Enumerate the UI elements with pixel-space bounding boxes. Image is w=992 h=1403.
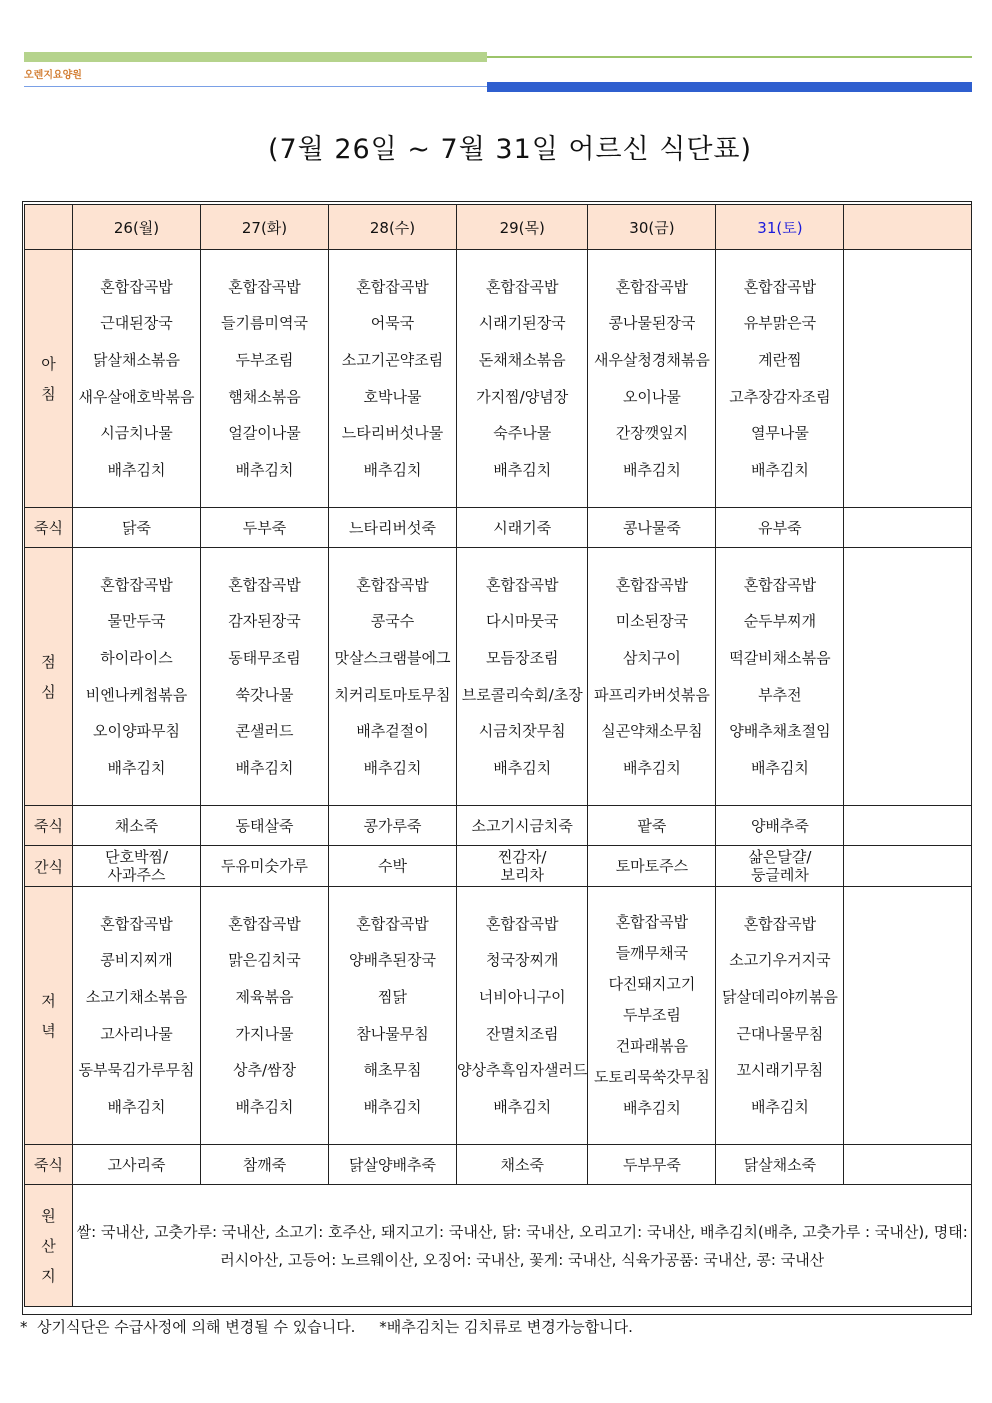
menu-item: 간장깻잎지 [615, 424, 689, 443]
snack-line: 삶은달걀/ [748, 848, 812, 866]
snack-line: 보리차 [500, 866, 544, 884]
menu-item: 얼갈이나물 [228, 424, 301, 443]
porridge-cell: 동태살죽 [201, 806, 329, 846]
menu-item: 혼합잡곡밥 [485, 277, 559, 296]
menu-item: 비엔나케첩볶음 [85, 685, 188, 704]
menu-item: 시금치나물 [100, 424, 173, 443]
menu-item: 혼합잡곡밥 [100, 914, 173, 933]
porridge-cell: 콩가루죽 [329, 806, 457, 846]
empty-cell [844, 887, 972, 1145]
breakfast-cell [457, 250, 588, 508]
dinner-cell [329, 887, 457, 1145]
menu-item: 맑은김치국 [228, 951, 301, 970]
snack-cell [716, 846, 844, 887]
menu-item: 닭살데리야끼볶음 [721, 987, 838, 1006]
menu-item: 혼합잡곡밥 [228, 914, 301, 933]
menu-item: 가지찜/양념장 [476, 387, 569, 406]
day-header-saturday: 31(토) [716, 205, 844, 250]
menu-item: 들깨무채국 [615, 944, 689, 962]
snack-line: 수박 [378, 857, 407, 875]
menu-item: 순두부찌개 [743, 612, 817, 631]
origin-row [25, 1185, 972, 1307]
menu-item: 계란찜 [758, 350, 802, 369]
dinner-cell [201, 887, 329, 1145]
menu-item: 배추김치 [750, 460, 809, 479]
porridge-label: 죽식 [25, 1145, 73, 1185]
menu-item: 근대나물무침 [736, 1024, 824, 1043]
day-header: 26(월) [73, 205, 201, 250]
porridge-cell: 콩나물죽 [588, 508, 716, 548]
menu-item: 실곤약채소무침 [601, 722, 703, 741]
snack-line: 찐감자/ [497, 848, 547, 866]
porridge-cell: 채소죽 [457, 1145, 588, 1185]
menu-item: 오이양파무침 [93, 722, 180, 741]
menu-item: 배추김치 [107, 1097, 166, 1116]
lunch-porridge-row [25, 806, 972, 846]
snack-line: 두유미숫가루 [221, 857, 308, 875]
breakfast-cell [716, 250, 844, 508]
snack-cell [457, 846, 588, 887]
menu-item: 햄채소볶음 [228, 387, 301, 406]
menu-item: 배추김치 [493, 1097, 552, 1116]
menu-item: 시금치잣무침 [478, 722, 566, 741]
menu-item: 감자된장국 [228, 612, 301, 631]
dinner-label [25, 887, 73, 1145]
porridge-label: 죽식 [25, 508, 73, 548]
menu-item: 혼합잡곡밥 [228, 277, 301, 296]
menu-item: 모듬장조림 [485, 648, 559, 667]
snack-cell [329, 846, 457, 887]
label-char: 아 [41, 354, 56, 373]
menu-item: 혼합잡곡밥 [100, 277, 173, 296]
corner-cell [25, 205, 73, 250]
header-blue-bar [487, 82, 972, 92]
snack-line: 토마토주스 [615, 857, 689, 875]
menu-item: 고사리나물 [100, 1024, 173, 1043]
menu-item: 청국장찌개 [485, 951, 559, 970]
dinner-cell [588, 887, 716, 1145]
lunch-cell [588, 548, 716, 806]
breakfast-cell [73, 250, 201, 508]
lunch-cell [73, 548, 201, 806]
lunch-cell [329, 548, 457, 806]
menu-item: 혼합잡곡밥 [356, 575, 429, 594]
porridge-cell: 닭살양배추죽 [329, 1145, 457, 1185]
menu-item: 혼합잡곡밥 [743, 277, 817, 296]
header-green-bar [24, 52, 487, 62]
menu-item: 소고기곤약조림 [341, 350, 444, 369]
dinner-cell [716, 887, 844, 1145]
menu-item: 숙주나물 [493, 424, 552, 443]
empty-cell [844, 1145, 972, 1185]
menu-item: 삼치구이 [622, 648, 681, 667]
meal-table [24, 204, 972, 1307]
snack-cell [588, 846, 716, 887]
menu-item: 하이라이스 [100, 648, 173, 667]
empty-cell [844, 508, 972, 548]
dinner-porridge-row [25, 1145, 972, 1185]
day-header-row [25, 205, 972, 250]
footnote: * 상기식단은 수급사정에 의해 변경될 수 있습니다. *배추김치는 김치류로 변경가능합니다. [20, 1318, 633, 1336]
menu-item: 배추겉절이 [356, 722, 429, 741]
menu-item: 잔멸치조림 [485, 1024, 559, 1043]
label-char: 지 [41, 1266, 56, 1285]
menu-item: 배추김치 [363, 1097, 422, 1116]
menu-item: 해초무침 [363, 1061, 422, 1080]
label-char: 점 [41, 652, 56, 671]
menu-item: 배추김치 [622, 460, 681, 479]
menu-item: 새우살애호박볶음 [78, 387, 195, 406]
empty-header [844, 205, 972, 250]
breakfast-cell [329, 250, 457, 508]
dinner-row [25, 887, 972, 1145]
empty-cell [844, 806, 972, 846]
menu-item: 새우살청경채볶음 [593, 350, 710, 369]
origin-text: 쌀: 국내산, 고춧가루: 국내산, 소고기: 호주산, 돼지고기: 국내산, 닭: 국내산, 오리고기: 국내산, 배추김치(배추, 고춧가루 : 국내산), 명태: 러시아산, 고등어: 노르웨이산, 오징어: 국내산, 꽃게: 국내산, 식육가공품: 국내산, 콩: 국내산 [73, 1185, 972, 1307]
menu-item: 건파래볶음 [615, 1037, 689, 1055]
menu-item: 배추김치 [235, 1097, 294, 1116]
porridge-cell: 두부죽 [201, 508, 329, 548]
menu-item: 유부맑은국 [743, 314, 817, 333]
page-title: (7월 26일 ~ 7월 31일 어르신 식단표) [267, 134, 753, 165]
menu-item: 두부조림 [622, 1006, 681, 1024]
menu-item: 제육볶음 [235, 987, 294, 1006]
porridge-cell: 시래기죽 [457, 508, 588, 548]
snack-line: 단호박찜/ [104, 848, 168, 866]
menu-item: 배추김치 [493, 758, 552, 777]
menu-item: 동부묵김가루무침 [78, 1061, 195, 1080]
day-header: 27(화) [201, 205, 329, 250]
dinner-cell [73, 887, 201, 1145]
origin-label [25, 1185, 73, 1307]
porridge-cell: 두부무죽 [588, 1145, 716, 1185]
dinner-cell [457, 887, 588, 1145]
menu-item: 동태무조림 [228, 648, 301, 667]
menu-item: 양상추흑임자샐러드 [457, 1061, 588, 1080]
menu-item: 닭살채소볶음 [93, 350, 180, 369]
menu-item: 들기름미역국 [221, 314, 308, 333]
menu-item: 배추김치 [107, 758, 166, 777]
porridge-cell: 소고기시금치죽 [457, 806, 588, 846]
menu-item: 배추김치 [750, 1097, 809, 1116]
menu-item: 소고기우거지국 [729, 951, 831, 970]
lunch-cell [457, 548, 588, 806]
org-name: 오렌지요양원 [24, 70, 82, 81]
breakfast-label [25, 250, 73, 508]
menu-item: 부추전 [758, 685, 802, 704]
menu-item: 혼합잡곡밥 [615, 575, 689, 594]
menu-item: 어묵국 [370, 314, 415, 333]
menu-item: 배추김치 [235, 758, 294, 777]
menu-item: 배추김치 [363, 758, 422, 777]
lunch-row [25, 548, 972, 806]
label-char: 저 [41, 991, 56, 1010]
menu-item: 떡갈비채소볶음 [729, 648, 831, 667]
menu-item: 고추장감자조림 [729, 387, 831, 406]
menu-item: 혼합잡곡밥 [228, 575, 301, 594]
menu-item: 콘샐러드 [235, 722, 294, 741]
porridge-cell: 양배추죽 [716, 806, 844, 846]
menu-item: 소고기채소볶음 [85, 987, 188, 1006]
lunch-label [25, 548, 73, 806]
menu-item: 다진돼지고기 [608, 975, 696, 993]
menu-item: 혼합잡곡밥 [743, 914, 817, 933]
menu-item: 돈채채소볶음 [478, 350, 566, 369]
menu-item: 혼합잡곡밥 [100, 575, 173, 594]
empty-cell [844, 250, 972, 508]
label-char: 산 [41, 1236, 56, 1255]
day-header: 29(목) [457, 205, 588, 250]
menu-item: 미소된장국 [615, 612, 689, 631]
menu-item: 파프리카버섯볶음 [593, 685, 710, 704]
menu-item: 열무나물 [750, 424, 809, 443]
menu-item: 호박나물 [363, 387, 422, 406]
label-char: 녁 [41, 1021, 56, 1040]
porridge-cell: 채소죽 [73, 806, 201, 846]
empty-cell [844, 548, 972, 806]
label-char: 침 [41, 384, 56, 403]
menu-item: 치커리토마토무침 [334, 685, 451, 704]
menu-item: 배추김치 [107, 460, 166, 479]
header-green-line [487, 56, 972, 58]
breakfast-cell [201, 250, 329, 508]
menu-item: 브로콜리숙회/초장 [461, 685, 583, 704]
porridge-cell: 닭살채소죽 [716, 1145, 844, 1185]
menu-item: 두부조림 [235, 350, 294, 369]
menu-item: 배추김치 [363, 460, 422, 479]
menu-item: 배추김치 [235, 460, 294, 479]
menu-item: 찜닭 [378, 987, 407, 1006]
menu-item: 상추/쌈장 [232, 1061, 296, 1080]
menu-item: 배추김치 [750, 758, 809, 777]
menu-item: 시래기된장국 [478, 314, 566, 333]
breakfast-row [25, 250, 972, 508]
menu-item: 혼합잡곡밥 [743, 575, 817, 594]
menu-item: 너비아니구이 [478, 987, 566, 1006]
menu-item: 혼합잡곡밥 [485, 914, 559, 933]
breakfast-cell [588, 250, 716, 508]
menu-item: 배추김치 [622, 758, 681, 777]
menu-item: 가지나물 [235, 1024, 294, 1043]
header-blue-line [24, 86, 487, 87]
snack-line: 둥글레차 [750, 866, 809, 884]
porridge-cell: 고사리죽 [73, 1145, 201, 1185]
porridge-cell: 느타리버섯죽 [329, 508, 457, 548]
menu-item: 배추김치 [622, 1099, 681, 1117]
menu-item: 혼합잡곡밥 [356, 277, 429, 296]
menu-item: 콩나물된장국 [608, 314, 696, 333]
snack-row [25, 846, 972, 887]
menu-item: 오이나물 [622, 387, 681, 406]
porridge-cell: 닭죽 [73, 508, 201, 548]
menu-item: 혼합잡곡밥 [615, 913, 689, 931]
menu-item: 양배추채초절임 [729, 722, 831, 741]
day-header: 30(금) [588, 205, 716, 250]
menu-item: 양배추된장국 [349, 951, 436, 970]
day-header: 28(수) [329, 205, 457, 250]
menu-item: 배추김치 [493, 460, 552, 479]
menu-item: 혼합잡곡밥 [615, 277, 689, 296]
label-char: 원 [41, 1206, 56, 1225]
snack-cell [201, 846, 329, 887]
menu-item: 도토리묵쑥갓무침 [593, 1068, 710, 1086]
snack-line: 사과주스 [107, 866, 166, 884]
menu-item: 느타리버섯나물 [341, 424, 444, 443]
porridge-cell: 팥죽 [588, 806, 716, 846]
menu-item: 혼합잡곡밥 [485, 575, 559, 594]
snack-cell [73, 846, 201, 887]
empty-cell [844, 846, 972, 887]
menu-item: 물만두국 [107, 612, 166, 631]
porridge-label: 죽식 [25, 806, 73, 846]
menu-item: 쑥갓나물 [235, 685, 294, 704]
menu-item: 참나물무침 [356, 1024, 429, 1043]
menu-item: 근대된장국 [100, 314, 173, 333]
menu-item: 꼬시래기무침 [736, 1061, 824, 1080]
porridge-cell: 참깨죽 [201, 1145, 329, 1185]
menu-item: 콩국수 [370, 612, 415, 631]
menu-item: 다시마뭇국 [485, 612, 559, 631]
porridge-cell: 유부죽 [716, 508, 844, 548]
menu-item: 맛살스크램블에그 [334, 648, 451, 667]
label-char: 심 [41, 682, 56, 701]
menu-item: 혼합잡곡밥 [356, 914, 429, 933]
menu-item: 콩비지찌개 [100, 951, 173, 970]
breakfast-porridge-row [25, 508, 972, 548]
lunch-cell [201, 548, 329, 806]
lunch-cell [716, 548, 844, 806]
snack-label: 간식 [25, 846, 73, 887]
